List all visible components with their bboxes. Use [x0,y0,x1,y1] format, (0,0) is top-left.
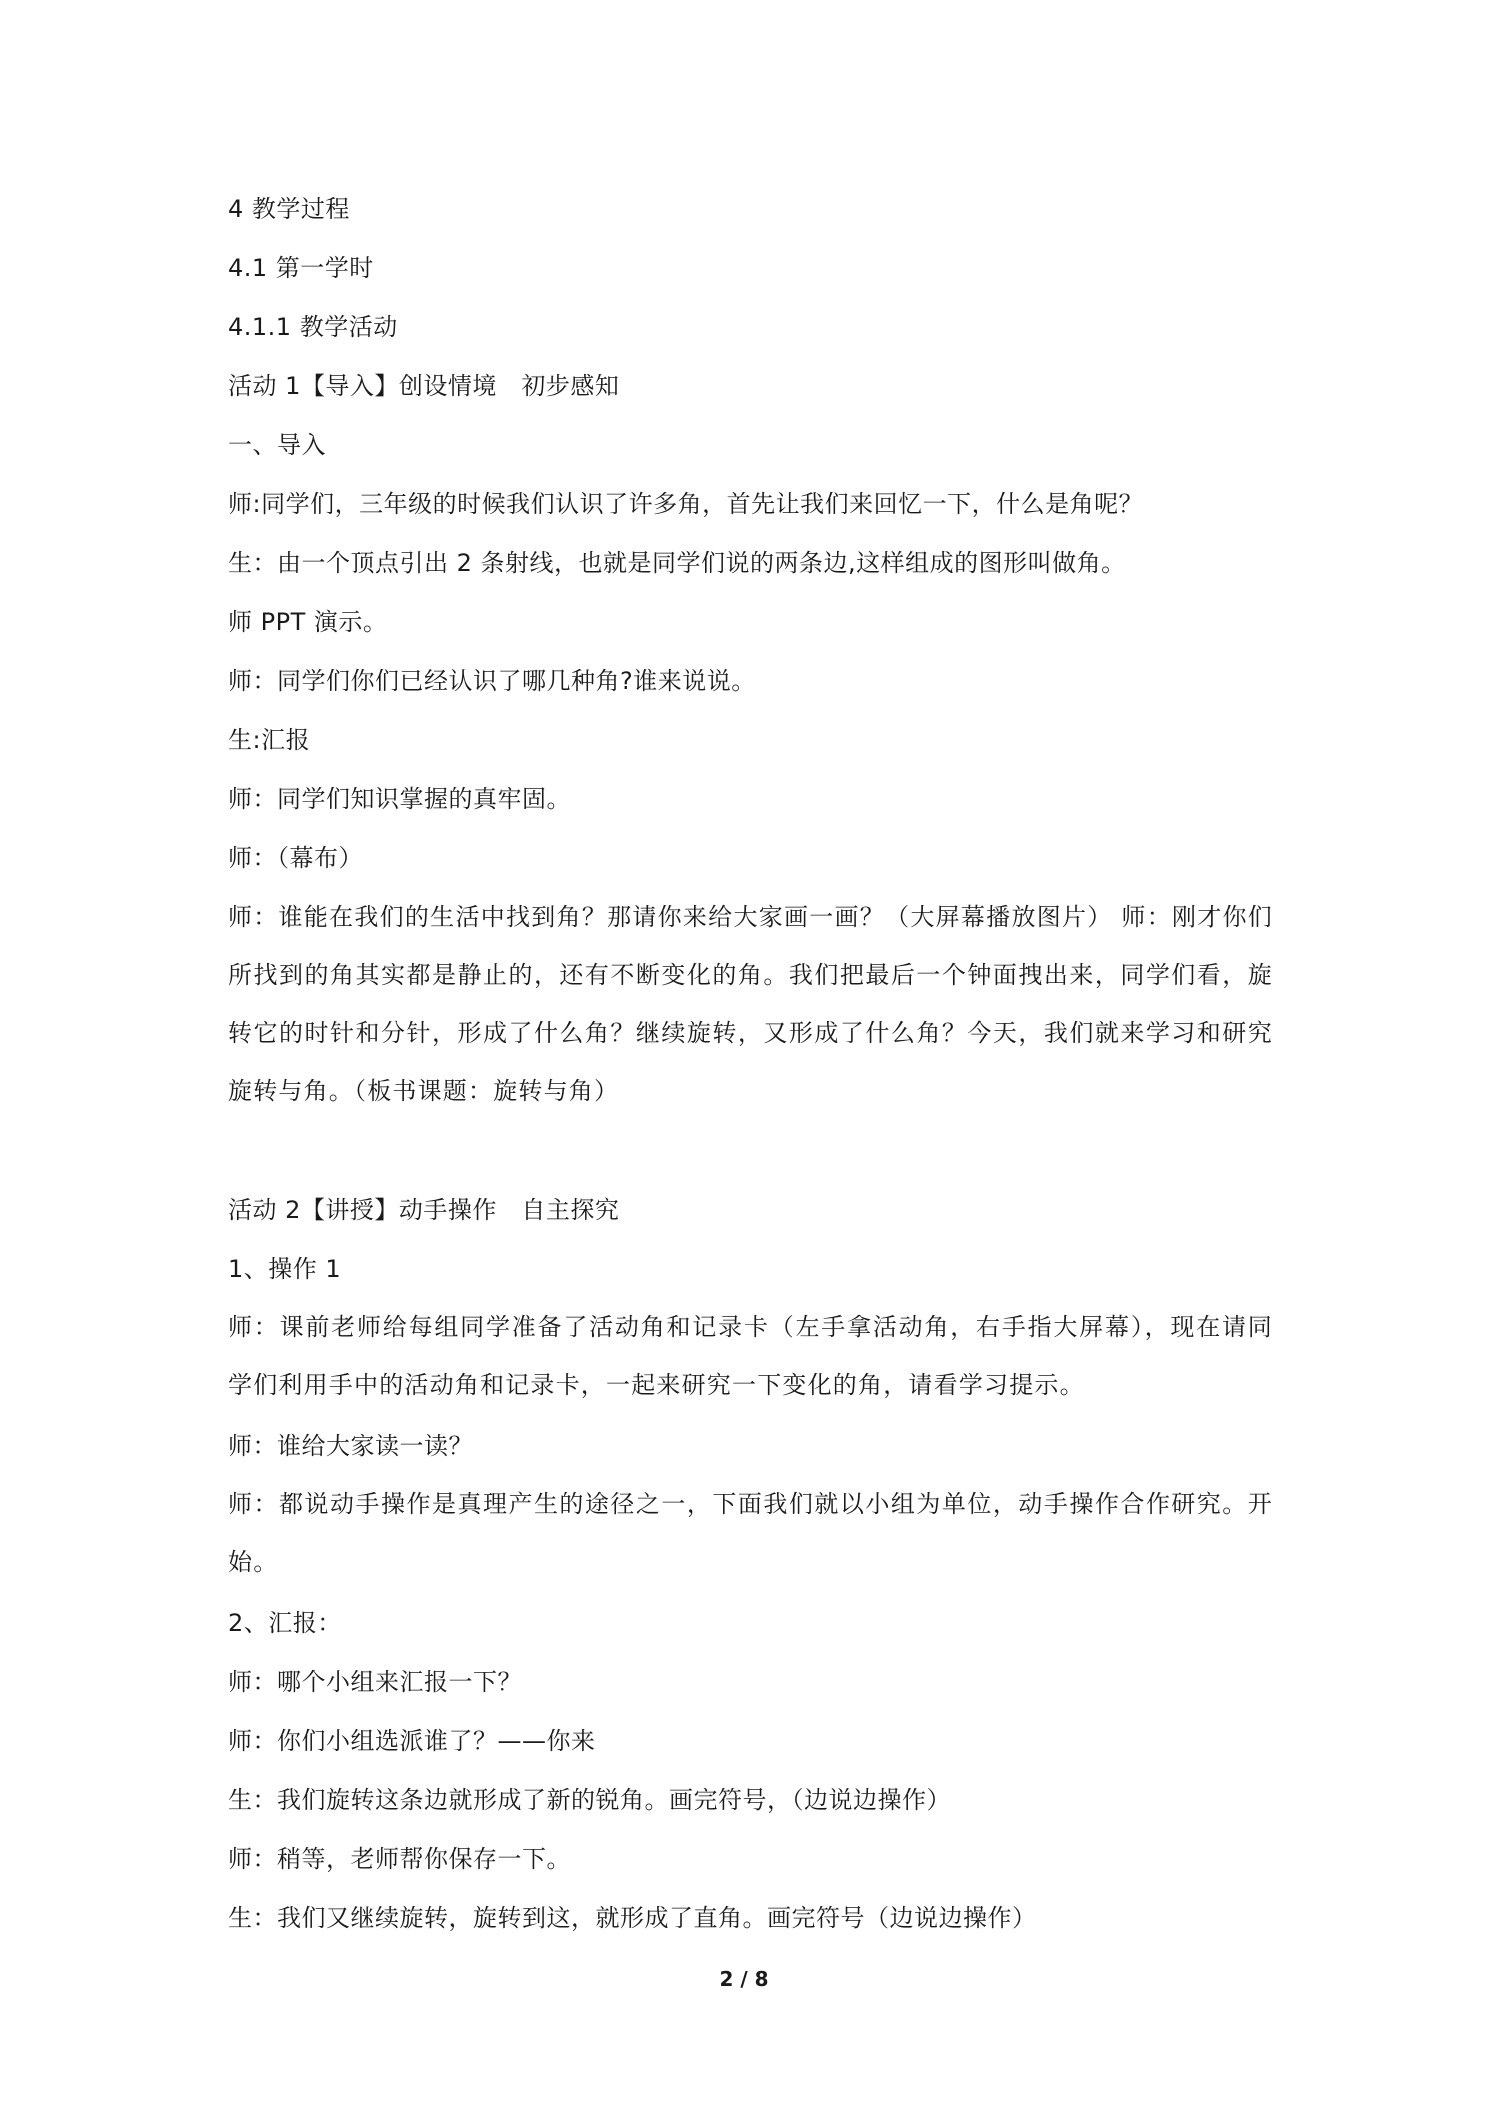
text-line: 师：同学们你们已经认识了哪几种角?谁来说说。 [228,667,756,695]
activity-2-title: 活动 2【讲授】动手操作 自主探究 [228,1196,620,1224]
text-line: 生：由一个顶点引出 2 条射线，也就是同学们说的两条边,这样组成的图形叫做角。 [228,549,1126,577]
report-heading: 2、汇报： [228,1609,342,1637]
text-line: 生:汇报 [228,726,311,754]
activity-1-title: 活动 1【导入】创设情境 初步感知 [228,372,620,400]
text-line: 生：我们又继续旋转，旋转到这，就形成了直角。画完符号（边说边操作） [228,1904,1037,1932]
paragraph: 师：课前老师给每组同学准备了活动角和记录卡（左手拿活动角，右手指大屏幕），现在请同学们利用手中的活动角和记录卡，一起来研究一下变化的角，请看学习提示。 [228,1313,1273,1399]
text-line: 师:同学们，三年级的时候我们认识了许多角，首先让我们来回忆一下，什么是角呢？ [228,490,1144,518]
page-number: 2 / 8 [719,1967,769,1991]
text-line: 师：（幕布） [228,844,363,872]
text-line: 师：谁给大家读一读？ [228,1432,473,1460]
text-line: 师 PPT 演示。 [228,608,388,636]
paragraph: 师：谁能在我们的生活中找到角？那请你来给大家画一画？（大屏幕播放图片） 师：刚才你们所找到的角其实都是静止的，还有不断变化的角。我们把最后一个钟面拽出来，同学们看，旋转它的时针和分针，形成了什么角？继续旋转，又形成了什么角？今天，我们就来学习和研究旋转与角。（板书课题：旋转与角） [228,903,1273,1105]
paragraph: 师：都说动手操作是真理产生的途径之一，下面我们就以小组为单位，动手操作合作研究。开始。 [228,1490,1273,1576]
subsubsection-heading: 4.1.1 教学活动 [228,313,398,341]
subsection-heading: 4.1 第一学时 [228,254,374,282]
text-line: 师：哪个小组来汇报一下？ [228,1668,522,1696]
text-line: 师：同学们知识掌握的真牢固。 [228,785,571,813]
operation-heading: 1、操作 1 [228,1255,342,1283]
text-line: 师：你们小组选派谁了？——你来 [228,1727,596,1755]
text-line: 生：我们旋转这条边就形成了新的锐角。画完符号，（边说边操作） [228,1786,951,1814]
intro-heading: 一、导入 [228,431,326,459]
section-heading: 4 教学过程 [228,195,350,223]
text-line: 师：稍等，老师帮你保存一下。 [228,1845,571,1873]
